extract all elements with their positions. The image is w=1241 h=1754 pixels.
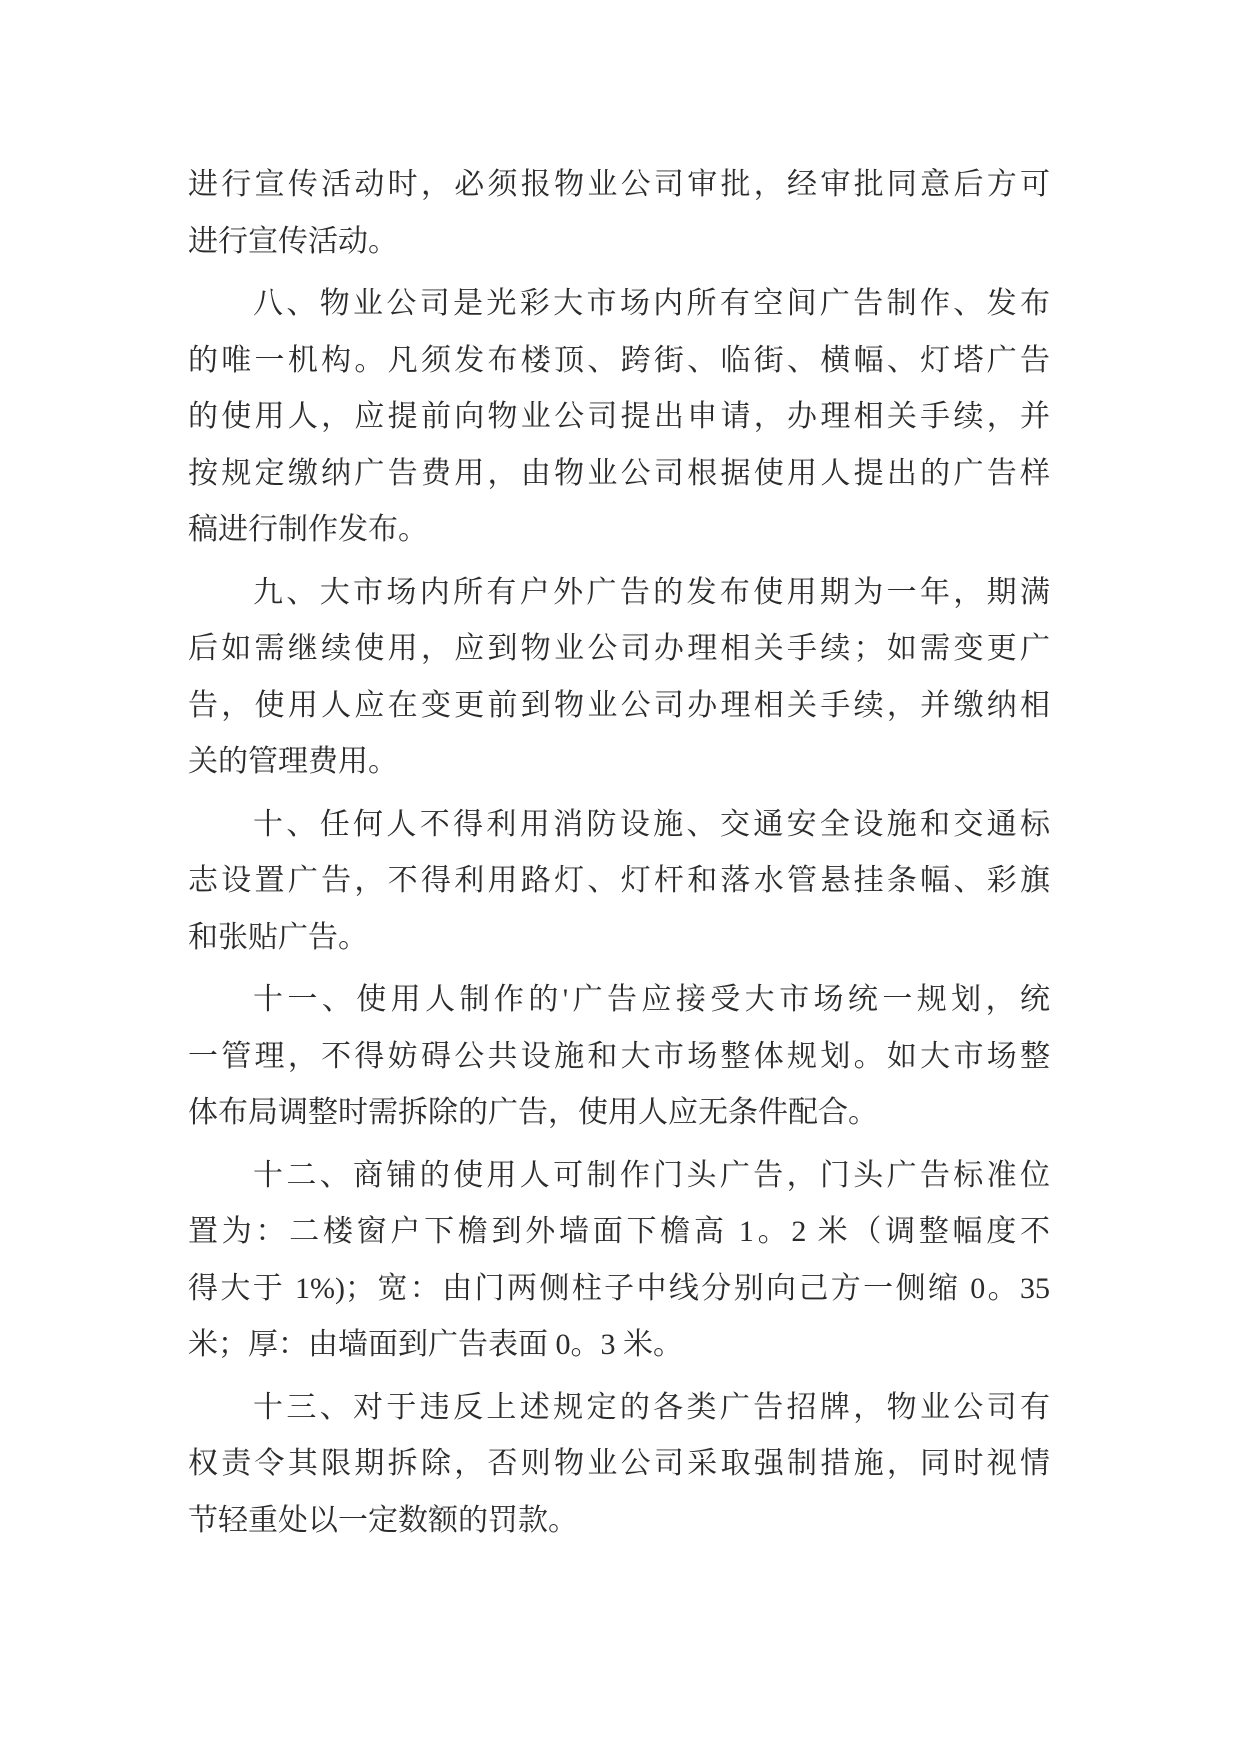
document-body — [188, 157, 1050, 1549]
text-line: 按规定缴纳广告费用，由物业公司根据使用人提出的广告样 — [188, 456, 1050, 490]
text-line: 志设置广告，不得利用路灯、灯杆和落水管悬挂条幅、彩旗 — [188, 864, 1050, 897]
text-line: 告，使用人应在变更前到物业公司办理相关手续，并缴纳相 — [188, 688, 1050, 722]
text-line: 米；厚：由墙面到广告表面 0。3 米。 — [188, 1328, 683, 1361]
text-line: 权责令其限期拆除，否则物业公司采取强制措施，同时视情 — [188, 1447, 1050, 1480]
text-line: 关的管理费用。 — [188, 745, 398, 778]
text-line: 进行宣传活动时，必须报物业公司审批，经审批同意后方可 — [188, 168, 1050, 201]
text-line: 节轻重处以一定数额的罚款。 — [188, 1503, 578, 1537]
paragraph-12 — [188, 1148, 1050, 1374]
text-line: 八、物业公司是光彩大市场内所有空间广告制作、发布 — [253, 287, 1050, 320]
text-line: 稿进行制作发布。 — [188, 513, 428, 546]
text-line: 进行宣传活动。 — [188, 224, 398, 258]
text-line: 的使用人，应提前向物业公司提出申请，办理相关手续，并 — [188, 400, 1050, 433]
text-line: 得大于 1%)；宽：由门两侧柱子中线分别向己方一侧缩 0。35 — [188, 1271, 1050, 1305]
paragraph-9 — [188, 565, 1050, 791]
text-line: 十一、使用人制作的'广告应接受大市场统一规划，统 — [253, 983, 1050, 1016]
text-line: 九、大市场内所有户外广告的发布使用期为一年，期满 — [253, 575, 1050, 609]
paragraph-10 — [188, 797, 1050, 967]
paragraph-8 — [188, 276, 1050, 559]
text-line: 十二、商铺的使用人可制作门头广告，门头广告标准位 — [253, 1158, 1050, 1192]
paragraph-11 — [188, 972, 1050, 1142]
text-line: 的唯一机构。凡须发布楼顶、跨街、临街、横幅、灯塔广告 — [188, 343, 1050, 377]
text-line: 一管理，不得妨碍公共设施和大市场整体规划。如大市场整 — [188, 1039, 1050, 1073]
paragraph-13 — [188, 1380, 1050, 1550]
text-line: 体布局调整时需拆除的广告，使用人应无条件配合。 — [188, 1096, 878, 1129]
text-line: 后如需继续使用，应到物业公司办理相关手续；如需变更广 — [188, 632, 1050, 665]
text-line: 十、任何人不得利用消防设施、交通安全设施和交通标 — [253, 807, 1050, 841]
text-line: 和张贴广告。 — [188, 920, 368, 954]
paragraph-continued — [188, 157, 1050, 270]
text-line: 十三、对于违反上述规定的各类广告招牌，物业公司有 — [253, 1390, 1050, 1424]
text-line: 置为：二楼窗户下檐到外墙面下檐高 1。2 米（调整幅度不 — [188, 1215, 1050, 1248]
